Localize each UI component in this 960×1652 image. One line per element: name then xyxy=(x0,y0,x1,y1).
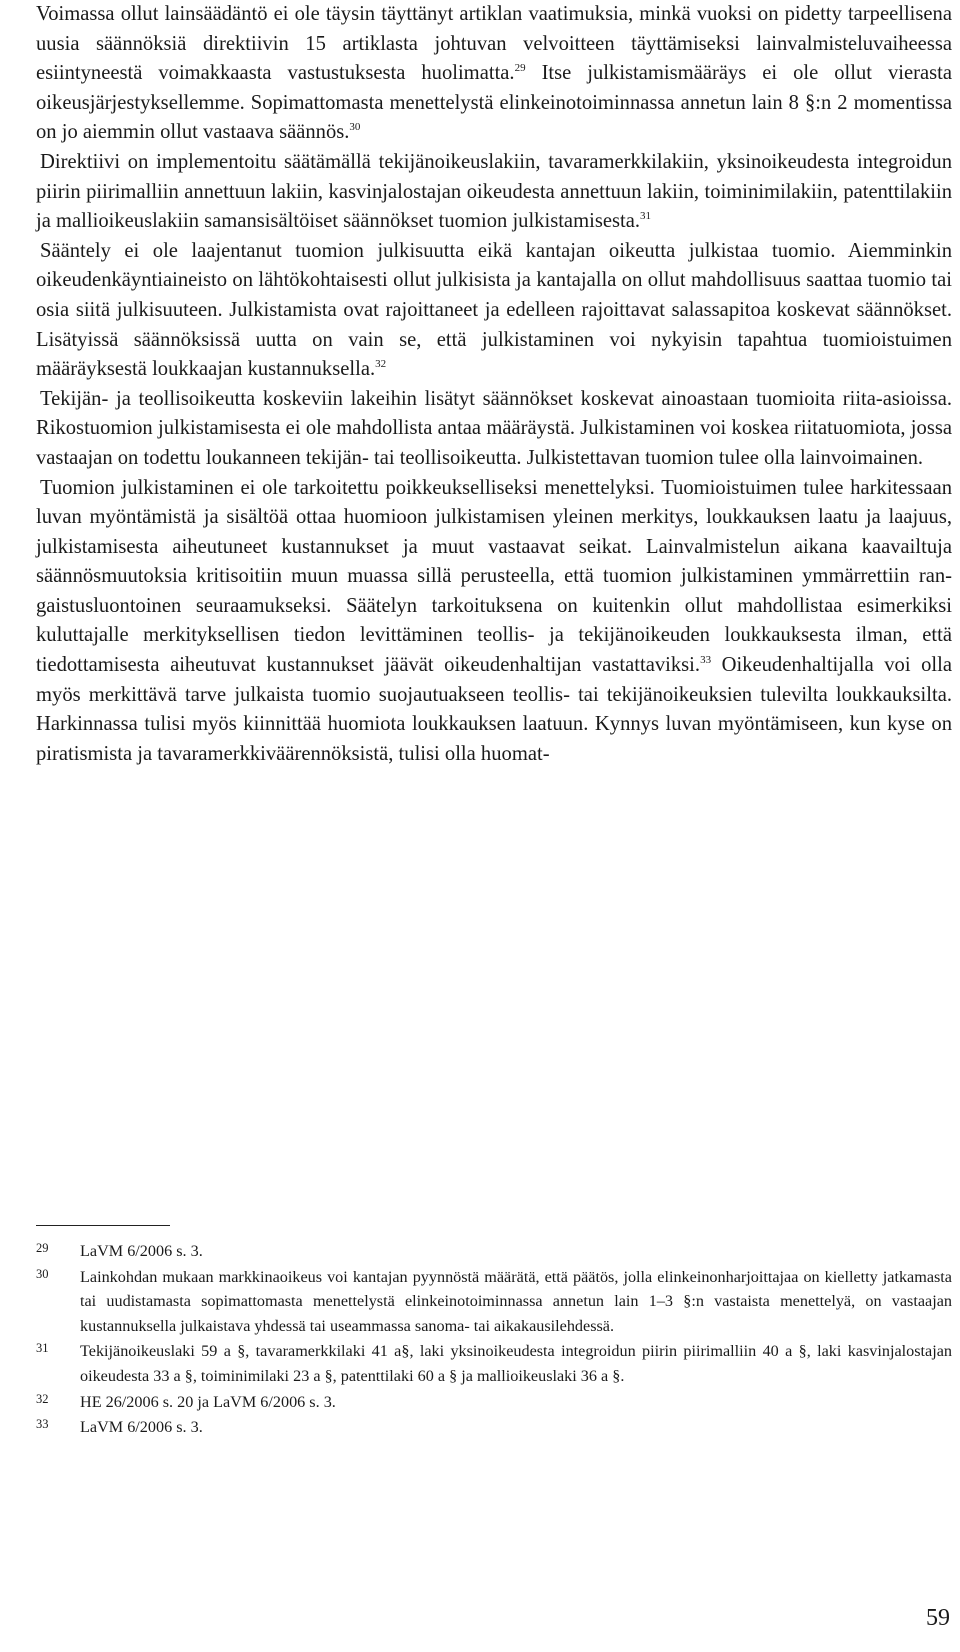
paragraph xyxy=(36,0,952,148)
footnote xyxy=(36,1239,952,1264)
footnote xyxy=(36,1339,952,1388)
footnote-text: Tekijänoikeuslaki 59 a §, tavaramerkkilaki 41 a§, laki yksinoikeudesta integroidun piirin piirimalliin 40 a §, laki kasvinjalostajan oikeudesta 33 a §, toiminimilaki 23 a §, patenttilaki 60 a § ja mallioikeuslaki 36 a §. xyxy=(80,1342,952,1385)
footnote xyxy=(36,1390,952,1415)
footnote xyxy=(36,1415,952,1440)
footnote-number: 31 xyxy=(36,1341,49,1356)
paragraph-text: Oikeudenhaltijalla voi olla myös merkittävä tarve julkaista tuomio suojautuakseen teollis- tai tekijänoikeuksien tulevilta loukkauksilta. Harkinnassa tulisi myös kiinnittää huomiota loukkauksen laatuun. Kynnys luvan myöntämiseen, kun kyse on piratismista ja tavaramerkkiväärennöksistä, tulisi olla huomat- xyxy=(36,654,952,765)
footnote-ref[interactable]: 31 xyxy=(640,210,651,223)
footnote-text: Lainkohdan mukaan markkinaoikeus voi kantajan pyynnöstä määrätä, että päätös, jolla elinkeinonharjoittajaa on kielletty jatkamasta tai uudistamasta sopimattomasta menettelystä elinkeinotoiminnassa annetun lain 1–3 §:n vastaista menettelyä, on vastaajan kustannuksella julkaistava yhdessä tai useammassa sanoma- tai aikakausilehdessä. xyxy=(80,1267,952,1335)
footnote-ref[interactable]: 32 xyxy=(375,358,387,371)
paragraph-text: Direktiivi on implementoitu säätämällä tekijänoikeuslakiin, tavaramerkkilakiin, yksinoikeudesta integroidun piirin piirimalliin annettuun lakiin, kasvinjalostajan oikeudesta annettuun lakiin, toiminimilakiin, patenttilakiin ja mallioikeuslakiin samansisältöiset säännökset tuomion julkistamisesta. xyxy=(36,150,952,233)
footnote-number: 30 xyxy=(36,1266,49,1281)
footnote-text: LaVM 6/2006 s. 3. xyxy=(80,1242,203,1260)
page-number: 59 xyxy=(926,1605,950,1631)
paragraph xyxy=(36,385,952,474)
footnote-divider xyxy=(36,1225,170,1226)
paragraph xyxy=(36,474,952,770)
paragraph-text: Voimassa ollut lainsäädäntö ei ole täysin täyttänyt artiklan vaatimuksia, minkä vuoksi on pidetty tarpeellisena uusia säännöksiä direktiivin 15 artiklasta johtuvan velvoitteen täyttämiseksi lainvalmisteluvaiheessa esiintyneestä voimakkaasta vastustuksesta huolimatta. xyxy=(36,3,952,85)
footnote-number: 29 xyxy=(36,1241,49,1255)
paragraph-text: Itse julkistamismääräys ei ole ollut vierasta oikeusjärjestyksellemme. Sopimattomasta menettelystä elinkeinotoiminnassa annetun lain 8 §:n 2 momentissa on jo aiemmin ollut vastaava säännös. xyxy=(36,62,952,144)
main-text xyxy=(36,0,952,769)
footnote-text: LaVM 6/2006 s. 3. xyxy=(80,1418,203,1437)
footnote-text: HE 26/2006 s. 20 ja LaVM 6/2006 s. 3. xyxy=(80,1392,336,1411)
footnote-number: 33 xyxy=(36,1417,49,1432)
footnote-ref[interactable]: 29 xyxy=(514,62,526,75)
paragraph-text: Tekijän- ja teollisoikeutta koskeviin lakeihin lisätyt säännökset koskevat ainoastaan tuomioita riita-asioissa. Rikostuomion julkistamisesta ei ole mahdollista antaa määräystä. Julkistaminen voi koskea riitatuomiota, jossa vastaajan on todettu loukanneen tekijän- tai teollisoikeutta. Julkistettavan tuomion tulee olla lainvoimainen. xyxy=(36,387,952,469)
footnote-ref[interactable]: 30 xyxy=(349,121,361,134)
footnotes xyxy=(36,1239,952,1441)
footnote-number: 32 xyxy=(36,1391,49,1406)
footnote xyxy=(36,1265,952,1339)
paragraph-text: Sääntely ei ole laajentanut tuomion julkisuutta eikä kantajan oikeutta julkistaa tuomio. Aiemminkin oikeudenkäyntiaineisto on lähtökohtaisesti ollut julkisista ja kantajalla on ollut mahdollisuus saattaa tuomio tai osia siitä julkisuuteen. Julkistamista ovat rajoittaneet ja edelleen rajoittavat salassapitoa koskevat säännökset. Lisätyissä säännöksissä uutta on vain se, että julkistaminen voi nykyisin tapahtua tuomioistuimen määräyksestä loukkaajan kustannuksella. xyxy=(36,239,952,381)
footnote-ref[interactable]: 33 xyxy=(700,654,712,667)
paragraph-text: Tuomion julkistaminen ei ole tarkoitettu poikkeukselliseksi menettelyksi. Tuomioistuimen tulee harkitessaan luvan myöntämistä ja sisältöä ottaa huomioon julkistamisen yleinen merkitys, loukkauksen laatu ja laajuus, julkistamisesta aiheutuneet kustannukset ja muut vastaavat seikat. Lainvalmistelun aikana kaavailtuja säännösmuutoksia kritisoitiin muun muassa sillä perusteella, että tuomion julkistaminen ymmärrettiin rangaistusluontoinen seuraamukseksi. Säätelyn tarkoituksena on kuitenkin ollut mahdollistaa esimerkiksi kuluttajalle merkityksellisen tiedon levittäminen teollis- ja tekijänoikeuden loukkauksesta ilman, että tiedottamisesta aiheutuvat kustannukset jäävät oikeudenhaltijan vastattaviksi. xyxy=(36,476,952,677)
paragraph xyxy=(36,148,952,237)
paragraph xyxy=(36,237,952,385)
